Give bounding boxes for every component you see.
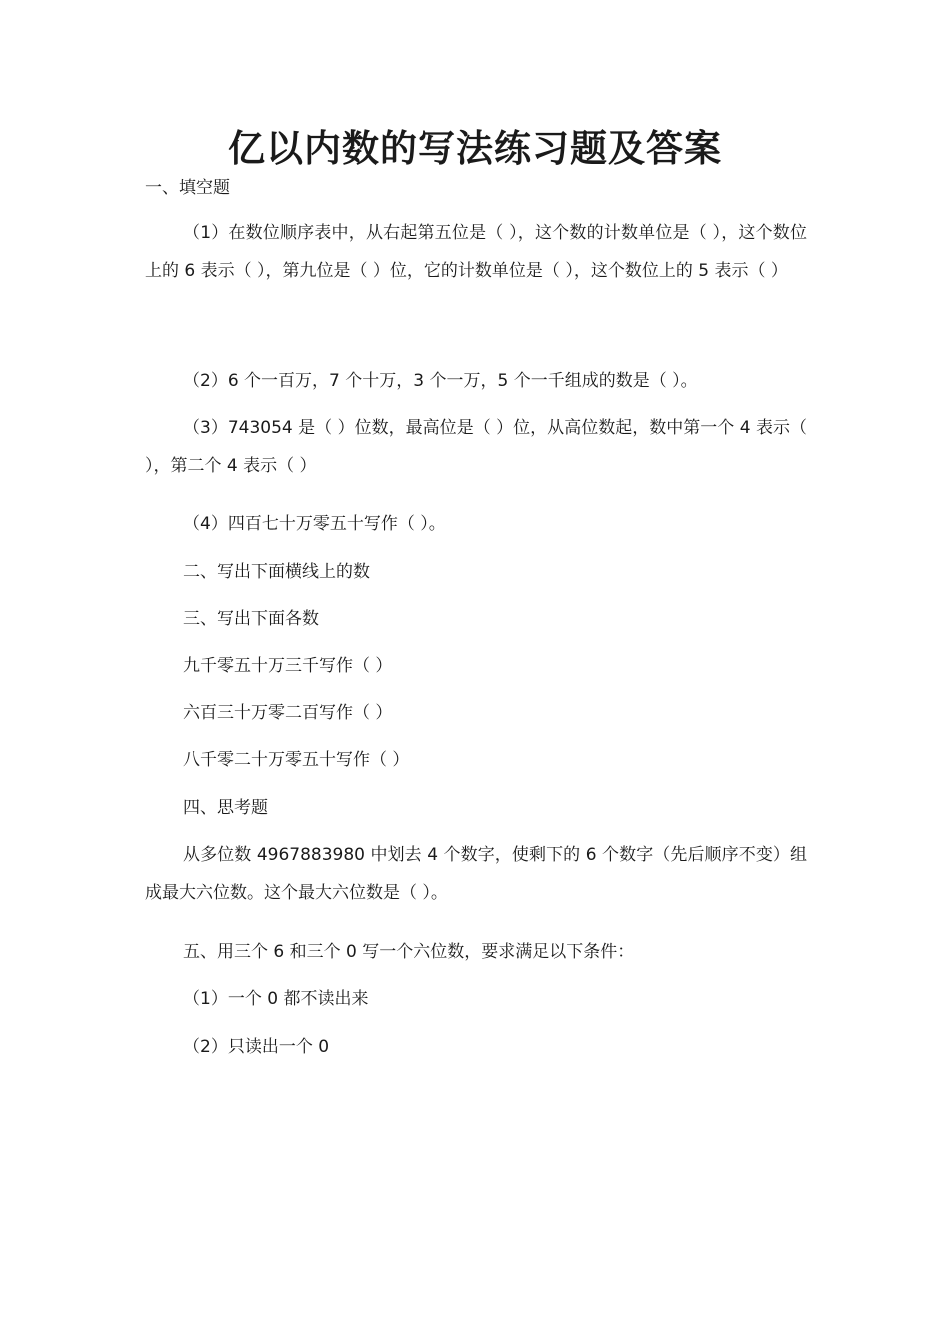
section-2-heading: 二、写出下面横线上的数: [183, 562, 370, 582]
page-title: 亿以内数的写法练习题及答案: [228, 126, 722, 170]
section-5-heading: 五、用三个 6 和三个 0 写一个六位数，要求满足以下条件：: [183, 942, 635, 962]
question-1: （1）在数位顺序表中，从右起第五位是（ ），这个数的计数单位是（ ），这个数位上的 6 表示（ ），第九位是（ ）位，它的计数单位是（ ），这个数位上的 5 表示（ ）: [145, 223, 807, 281]
question-2: （2）6 个一百万，7 个十万，3 个一万，5 个一千组成的数是（ ）。: [183, 371, 698, 391]
section-3-heading: 三、写出下面各数: [183, 609, 319, 629]
question-4: （4）四百七十万零五十写作（ ）。: [183, 514, 446, 534]
section-4-heading: 四、思考题: [183, 798, 268, 818]
section-3-item: 九千零五十万三千写作（ ）: [183, 656, 393, 676]
section-1-heading: 一、填空题: [145, 178, 230, 198]
section-5-item: （2）只读出一个 0: [183, 1037, 330, 1057]
section-5-item: （1）一个 0 都不读出来: [183, 989, 369, 1009]
section-3-item: 六百三十万零二百写作（ ）: [183, 703, 393, 723]
question-3: （3）743054 是（ ）位数，最高位是（ ）位，从高位数起，数中第一个 4 表示（ ），第二个 4 表示（ ）: [145, 418, 807, 476]
section-4-text: 从多位数 4967883980 中划去 4 个数字，使剩下的 6 个数字（先后顺序不变）组成最大六位数。这个最大六位数是（ ）。: [145, 845, 807, 903]
section-3-item: 八千零二十万零五十写作（ ）: [183, 750, 410, 770]
